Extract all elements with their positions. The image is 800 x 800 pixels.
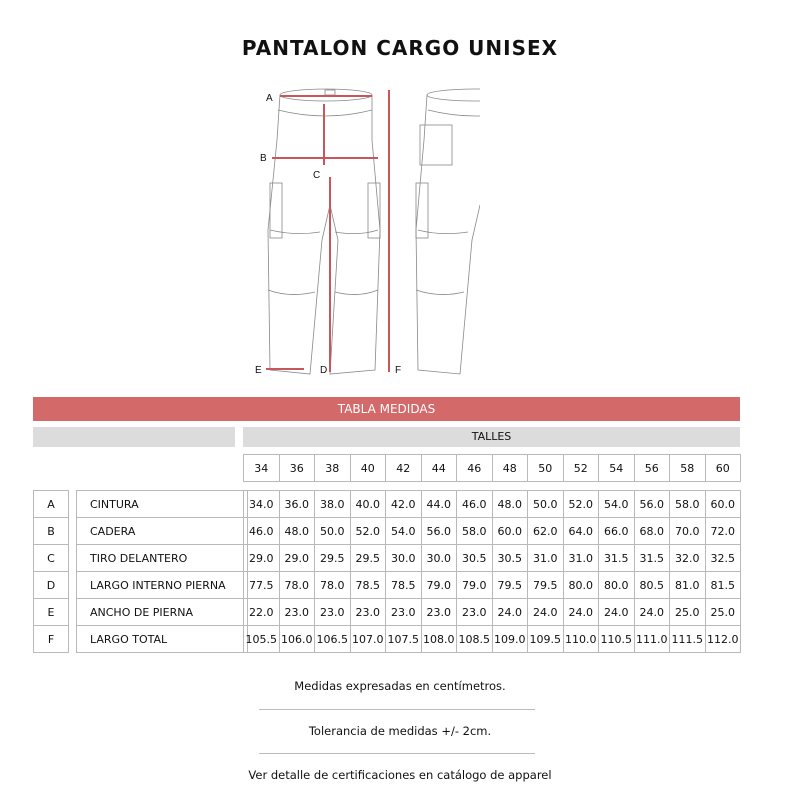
- spacer: [69, 599, 77, 626]
- spacer: [69, 518, 77, 545]
- footer-tolerance: Tolerancia de medidas +/- 2cm.: [308, 724, 492, 738]
- row-letter: A: [34, 491, 69, 518]
- size-header: 50: [528, 455, 564, 482]
- table-row: [244, 518, 741, 545]
- size-header: 52: [563, 455, 599, 482]
- value-cell: 58.0: [457, 518, 493, 545]
- value-cell: 30.0: [386, 545, 422, 572]
- value-cell: 23.0: [315, 599, 351, 626]
- value-cell: 108.0: [421, 626, 457, 653]
- value-cell: 80.0: [563, 572, 599, 599]
- value-cell: 107.0: [350, 626, 386, 653]
- value-cell: 24.0: [563, 599, 599, 626]
- value-cell: 58.0: [670, 491, 706, 518]
- value-cell: 46.0: [457, 491, 493, 518]
- value-cell: 111.5: [670, 626, 706, 653]
- value-cell: 31.5: [634, 545, 670, 572]
- value-cell: 23.0: [457, 599, 493, 626]
- table-row: [244, 545, 741, 572]
- value-cell: 29.0: [279, 545, 315, 572]
- value-cell: 31.0: [528, 545, 564, 572]
- value-cell: 111.0: [634, 626, 670, 653]
- table-row: [244, 599, 741, 626]
- table-row: [34, 572, 248, 599]
- size-header: 58: [670, 455, 706, 482]
- value-cell: 29.5: [350, 545, 386, 572]
- row-letter: C: [34, 545, 69, 572]
- table-row: [34, 599, 248, 626]
- label-f: F: [395, 365, 402, 376]
- value-cell: 77.5: [244, 572, 280, 599]
- value-cell: 112.0: [705, 626, 741, 653]
- value-cell: 29.5: [315, 545, 351, 572]
- size-header: 38: [315, 455, 351, 482]
- value-cell: 24.0: [492, 599, 528, 626]
- value-cell: 64.0: [563, 518, 599, 545]
- value-cell: 79.5: [528, 572, 564, 599]
- row-letter: E: [34, 599, 69, 626]
- value-cell: 25.0: [670, 599, 706, 626]
- value-cell: 110.5: [599, 626, 635, 653]
- value-cell: 109.5: [528, 626, 564, 653]
- value-cell: 52.0: [563, 491, 599, 518]
- size-header: 56: [634, 455, 670, 482]
- pants-illustration: [250, 80, 480, 380]
- size-header: 44: [421, 455, 457, 482]
- value-cell: 25.0: [705, 599, 741, 626]
- value-cell: 56.0: [421, 518, 457, 545]
- talles-header: TALLES: [243, 427, 740, 447]
- table-row: [34, 626, 248, 653]
- label-a: A: [266, 93, 273, 104]
- size-header: 48: [492, 455, 528, 482]
- value-cell: 60.0: [492, 518, 528, 545]
- footer-certifications: Ver detalle de certificaciones en catálogo de apparel: [248, 768, 552, 782]
- value-cell: 80.0: [599, 572, 635, 599]
- value-cell: 78.0: [315, 572, 351, 599]
- value-cell: 79.0: [421, 572, 457, 599]
- value-cell: 56.0: [634, 491, 670, 518]
- value-cell: 78.0: [279, 572, 315, 599]
- size-header: 60: [705, 455, 741, 482]
- value-cell: 22.0: [244, 599, 280, 626]
- value-cell: 81.0: [670, 572, 706, 599]
- value-cell: 23.0: [386, 599, 422, 626]
- value-cell: 50.0: [528, 491, 564, 518]
- size-header: 36: [279, 455, 315, 482]
- value-cell: 23.0: [421, 599, 457, 626]
- row-letter: F: [34, 626, 69, 653]
- size-header: 46: [457, 455, 493, 482]
- sizes-header-row: [243, 454, 741, 482]
- label-b: B: [260, 153, 267, 164]
- size-header: 40: [350, 455, 386, 482]
- value-cell: 30.0: [421, 545, 457, 572]
- value-cell: 81.5: [705, 572, 741, 599]
- label-header-bar: [33, 427, 235, 447]
- value-cell: 105.5: [244, 626, 280, 653]
- value-cell: 108.5: [457, 626, 493, 653]
- value-cell: 54.0: [386, 518, 422, 545]
- value-cell: 106.0: [279, 626, 315, 653]
- value-cell: 60.0: [705, 491, 741, 518]
- divider: [259, 753, 535, 754]
- value-cell: 31.0: [563, 545, 599, 572]
- value-cell: 106.5: [315, 626, 351, 653]
- value-cell: 30.5: [457, 545, 493, 572]
- label-d: D: [320, 365, 328, 376]
- divider: [259, 709, 535, 710]
- value-cell: 34.0: [244, 491, 280, 518]
- value-cell: 79.0: [457, 572, 493, 599]
- value-cell: 52.0: [350, 518, 386, 545]
- label-e: E: [255, 365, 262, 376]
- label-c: C: [313, 170, 321, 181]
- value-cell: 24.0: [634, 599, 670, 626]
- value-cell: 24.0: [599, 599, 635, 626]
- value-cell: 80.5: [634, 572, 670, 599]
- table-row: [244, 572, 741, 599]
- size-header: 54: [599, 455, 635, 482]
- size-header: 34: [244, 455, 280, 482]
- value-cell: 48.0: [279, 518, 315, 545]
- value-cell: 107.5: [386, 626, 422, 653]
- spacer: [69, 491, 77, 518]
- value-cell: 79.5: [492, 572, 528, 599]
- value-cell: 68.0: [634, 518, 670, 545]
- value-cell: 24.0: [528, 599, 564, 626]
- value-cell: 23.0: [350, 599, 386, 626]
- row-name: CADERA: [77, 518, 248, 545]
- value-cell: 48.0: [492, 491, 528, 518]
- value-cell: 44.0: [421, 491, 457, 518]
- value-cell: 54.0: [599, 491, 635, 518]
- page-title: PANTALON CARGO UNISEX: [241, 36, 559, 60]
- value-cell: 78.5: [386, 572, 422, 599]
- table-row: [34, 545, 248, 572]
- measure-values: [243, 490, 741, 653]
- table-row: [244, 491, 741, 518]
- table-row: [244, 626, 741, 653]
- row-letter: B: [34, 518, 69, 545]
- spacer: [69, 572, 77, 599]
- value-cell: 32.0: [670, 545, 706, 572]
- measure-labels: [33, 490, 248, 653]
- value-cell: 31.5: [599, 545, 635, 572]
- value-cell: 23.0: [279, 599, 315, 626]
- value-cell: 29.0: [244, 545, 280, 572]
- spacer: [69, 626, 77, 653]
- value-cell: 70.0: [670, 518, 706, 545]
- row-name: LARGO TOTAL: [77, 626, 248, 653]
- value-cell: 38.0: [315, 491, 351, 518]
- table-row: [34, 491, 248, 518]
- size-header: 42: [386, 455, 422, 482]
- value-cell: 46.0: [244, 518, 280, 545]
- table-banner: TABLA MEDIDAS: [33, 397, 740, 421]
- row-name: LARGO INTERNO PIERNA: [77, 572, 248, 599]
- table-row: [34, 518, 248, 545]
- footer-units: Medidas expresadas en centímetros.: [294, 679, 506, 693]
- value-cell: 42.0: [386, 491, 422, 518]
- value-cell: 110.0: [563, 626, 599, 653]
- value-cell: 36.0: [279, 491, 315, 518]
- row-name: ANCHO DE PIERNA: [77, 599, 248, 626]
- row-letter: D: [34, 572, 69, 599]
- value-cell: 50.0: [315, 518, 351, 545]
- value-cell: 78.5: [350, 572, 386, 599]
- value-cell: 32.5: [705, 545, 741, 572]
- value-cell: 62.0: [528, 518, 564, 545]
- spacer: [69, 545, 77, 572]
- value-cell: 30.5: [492, 545, 528, 572]
- row-name: CINTURA: [77, 491, 248, 518]
- value-cell: 72.0: [705, 518, 741, 545]
- row-name: TIRO DELANTERO: [77, 545, 248, 572]
- value-cell: 66.0: [599, 518, 635, 545]
- value-cell: 109.0: [492, 626, 528, 653]
- value-cell: 40.0: [350, 491, 386, 518]
